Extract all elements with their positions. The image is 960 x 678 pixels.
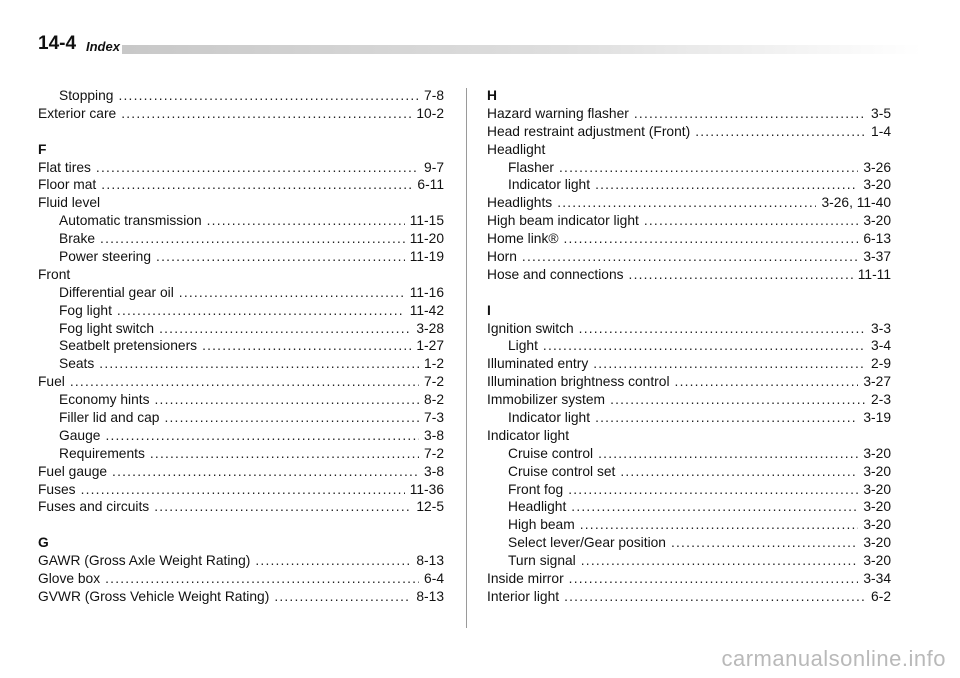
dot-leader: [81, 481, 405, 499]
entry-page-ref: 3-37: [863, 249, 891, 265]
entry-page-ref: 3-20: [863, 463, 891, 479]
entry-term: Select lever/Gear position: [508, 535, 666, 551]
entry-page-ref: 3-20: [863, 517, 891, 533]
index-entry: [487, 248, 891, 266]
entry-term: Requirements: [59, 445, 145, 461]
index-subentry: [487, 498, 891, 516]
entry-page-ref: 1-27: [416, 338, 444, 354]
dot-leader: [593, 355, 866, 373]
dot-leader: [159, 320, 411, 338]
entry-term: GAWR (Gross Axle Weight Rating): [38, 553, 251, 569]
entry-term: Indicator light: [508, 177, 591, 193]
entry-term: Front fog: [508, 481, 564, 497]
index-entry: [38, 373, 444, 391]
entry-term: Fuel gauge: [38, 463, 108, 479]
index-subentry: [487, 534, 891, 552]
entry-page-ref: 7-2: [424, 374, 444, 390]
entry-page-ref: 7-2: [424, 445, 444, 461]
entry-page-ref: 1-4: [871, 123, 891, 139]
index-subentry: [38, 284, 444, 302]
entry-page-ref: 8-13: [416, 553, 444, 569]
dot-leader: [274, 588, 411, 606]
index-entry: [487, 320, 891, 338]
entry-term: Filler lid and cap: [59, 410, 160, 426]
dot-leader: [202, 337, 411, 355]
entry-page-ref: 3-27: [863, 374, 891, 390]
spacer: [487, 284, 891, 302]
index-entry: [487, 588, 891, 606]
dot-leader: [255, 552, 411, 570]
column-divider: [466, 88, 467, 628]
entry-term: Immobilizer system: [487, 392, 606, 408]
entry-term: Economy hints: [59, 392, 150, 408]
dot-leader: [164, 409, 419, 427]
entry-term: Light: [508, 338, 538, 354]
entry-term: Head restraint adjustment (Front): [487, 123, 691, 139]
entry-page-ref: 3-28: [416, 320, 444, 336]
dot-leader: [179, 284, 405, 302]
entry-page-ref: 3-20: [863, 177, 891, 193]
entry-page-ref: 3-8: [424, 463, 444, 479]
dot-leader: [559, 159, 858, 177]
index-subentry: [487, 409, 891, 427]
entry-page-ref: 3-20: [863, 445, 891, 461]
entry-term: Floor mat: [38, 177, 97, 193]
entry-page-ref: 11-19: [409, 249, 444, 265]
entry-page-ref: 3-3: [871, 320, 891, 336]
page-number: 14-4: [38, 33, 77, 54]
entry-term: Exterior care: [38, 105, 117, 121]
header-bar: [122, 45, 922, 54]
entry-page-ref: 8-2: [424, 392, 444, 408]
dot-leader: [644, 212, 859, 230]
dot-leader: [207, 212, 405, 230]
dot-leader: [557, 194, 816, 212]
index-subentry: [38, 355, 444, 373]
index-entry: [38, 463, 444, 481]
entry-page-ref: 11-11: [857, 266, 891, 282]
index-subentry: [38, 391, 444, 409]
index-group-heading: Headlight: [487, 141, 546, 157]
entry-term: Illuminated entry: [487, 356, 589, 372]
dot-leader: [105, 570, 419, 588]
index-subentry: [487, 159, 891, 177]
index-group-heading: Indicator light: [487, 427, 570, 443]
dot-leader: [564, 588, 866, 606]
entry-term: Home link®: [487, 231, 559, 247]
dot-leader: [610, 391, 866, 409]
index-entry: [487, 266, 891, 284]
entry-term: Hose and connections: [487, 266, 624, 282]
index-subentry: [38, 445, 444, 463]
dot-leader: [580, 516, 859, 534]
entry-page-ref: 12-5: [416, 499, 444, 515]
spacer: [38, 123, 444, 141]
entry-term: Stopping: [59, 88, 114, 103]
entry-term: Turn signal: [508, 553, 576, 569]
index-letter-heading: I: [487, 302, 491, 318]
entry-page-ref: 11-15: [409, 213, 444, 229]
index-entry: [487, 230, 891, 248]
entry-page-ref: 2-3: [871, 392, 891, 408]
entry-term: Gauge: [59, 427, 101, 443]
entry-page-ref: 7-8: [424, 88, 444, 103]
dot-leader: [105, 427, 419, 445]
entry-term: Horn: [487, 249, 517, 265]
index-subentry: [38, 409, 444, 427]
index-subentry: [487, 445, 891, 463]
index-entry: [487, 355, 891, 373]
dot-leader: [100, 230, 405, 248]
index-subentry: [487, 463, 891, 481]
dot-leader: [568, 481, 858, 499]
dot-leader: [634, 105, 866, 123]
entry-page-ref: 9-7: [424, 159, 444, 175]
entry-term: Ignition switch: [487, 320, 574, 336]
index-subentry: [38, 87, 444, 105]
index-entry: [38, 105, 444, 123]
entry-page-ref: 8-13: [416, 588, 444, 604]
dot-leader: [155, 391, 420, 409]
entry-page-ref: 11-36: [409, 481, 444, 497]
index-subentry: [38, 248, 444, 266]
index-subentry: [38, 302, 444, 320]
index-subentry: [487, 176, 891, 194]
index-entry: [487, 194, 891, 212]
index-entry: [38, 552, 444, 570]
index-entry: [487, 105, 891, 123]
dot-leader: [569, 570, 859, 588]
entry-term: High beam: [508, 517, 575, 533]
entry-page-ref: 3-34: [863, 571, 891, 587]
dot-leader: [629, 266, 853, 284]
entry-page-ref: 11-20: [409, 231, 444, 247]
entry-term: Fog light switch: [59, 320, 155, 336]
dot-leader: [571, 498, 858, 516]
dot-leader: [112, 463, 419, 481]
index-subentry: [38, 212, 444, 230]
entry-term: Cruise control: [508, 445, 594, 461]
index-letter-heading: F: [38, 141, 47, 157]
dot-leader: [564, 230, 859, 248]
dot-leader: [598, 445, 858, 463]
dot-leader: [620, 463, 858, 481]
entry-page-ref: 6-4: [424, 571, 444, 587]
index-group-heading: Front: [38, 266, 71, 282]
index-column-right: [487, 87, 891, 606]
entry-term: Seats: [59, 356, 95, 372]
dot-leader: [121, 105, 411, 123]
dot-leader: [543, 337, 866, 355]
entry-page-ref: 11-42: [409, 302, 444, 318]
dot-leader: [96, 159, 419, 177]
dot-leader: [522, 248, 858, 266]
entry-term: Indicator light: [508, 410, 591, 426]
entry-term: Fuses and circuits: [38, 499, 150, 515]
entry-page-ref: 3-20: [863, 553, 891, 569]
entry-page-ref: 3-26: [863, 159, 891, 175]
index-subentry: [38, 337, 444, 355]
entry-page-ref: 3-26, 11-40: [821, 195, 891, 211]
entry-page-ref: 6-13: [863, 231, 891, 247]
dot-leader: [595, 409, 858, 427]
entry-page-ref: 3-20: [863, 213, 891, 229]
entry-term: Seatbelt pretensioners: [59, 338, 198, 354]
index-entry: [38, 588, 444, 606]
dot-leader: [154, 498, 411, 516]
entry-term: Glove box: [38, 571, 101, 587]
entry-term: Cruise control set: [508, 463, 616, 479]
entry-term: High beam indicator light: [487, 213, 639, 229]
entry-page-ref: 3-20: [863, 499, 891, 515]
entry-page-ref: 3-19: [863, 410, 891, 426]
index-letter-heading: G: [38, 535, 49, 551]
entry-page-ref: 6-2: [871, 588, 891, 604]
index-subentry: [487, 516, 891, 534]
entry-page-ref: 10-2: [416, 105, 444, 121]
dot-leader: [579, 320, 866, 338]
index-subentry: [38, 427, 444, 445]
dot-leader: [156, 248, 405, 266]
index-entry: [38, 570, 444, 588]
index-column-left: [38, 87, 444, 606]
watermark: carmanualsonline.info: [721, 646, 946, 671]
entry-term: Fuel: [38, 374, 65, 390]
dot-leader: [595, 176, 858, 194]
entry-term: Hazard warning flasher: [487, 105, 629, 121]
dot-leader: [675, 373, 859, 391]
index-entry: [487, 373, 891, 391]
index-entry: [487, 570, 891, 588]
entry-term: Headlights: [487, 195, 553, 211]
entry-page-ref: 3-20: [863, 481, 891, 497]
entry-term: Differential gear oil: [59, 284, 174, 300]
entry-term: Fog light: [59, 302, 112, 318]
dot-leader: [150, 445, 419, 463]
index-subentry: [38, 230, 444, 248]
dot-leader: [101, 176, 412, 194]
entry-term: Flasher: [508, 159, 555, 175]
entry-page-ref: 7-3: [424, 410, 444, 426]
entry-term: Fuses: [38, 481, 76, 497]
index-entry: [487, 391, 891, 409]
dot-leader: [671, 534, 858, 552]
entry-page-ref: 6-11: [417, 177, 444, 193]
entry-term: Interior light: [487, 588, 560, 604]
index-subentry: [487, 552, 891, 570]
entry-term: Inside mirror: [487, 571, 564, 587]
entry-term: Flat tires: [38, 159, 91, 175]
index-entry: [487, 123, 891, 141]
spacer: [38, 516, 444, 534]
dot-leader: [581, 552, 859, 570]
entry-page-ref: 1-2: [424, 356, 444, 372]
entry-term: Power steering: [59, 249, 152, 265]
page-header: [0, 0, 960, 60]
index-entry: [38, 498, 444, 516]
index-subentry: [38, 320, 444, 338]
section-title: Index: [86, 39, 120, 54]
index-subentry: [487, 481, 891, 499]
index-entry: [38, 176, 444, 194]
entry-page-ref: 3-20: [863, 535, 891, 551]
entry-page-ref: 2-9: [871, 356, 891, 372]
entry-page-ref: 3-5: [871, 105, 891, 121]
index-entry: [38, 481, 444, 499]
index-entry: [38, 159, 444, 177]
entry-term: Headlight: [508, 499, 567, 515]
entry-term: GVWR (Gross Vehicle Weight Rating): [38, 588, 270, 604]
entry-page-ref: 3-8: [424, 427, 444, 443]
entry-page-ref: 3-4: [871, 338, 891, 354]
dot-leader: [117, 302, 405, 320]
entry-page-ref: 11-16: [409, 284, 444, 300]
entry-term: Illumination brightness control: [487, 374, 670, 390]
dot-leader: [99, 355, 419, 373]
index-subentry: [487, 337, 891, 355]
index-group-heading: Fluid level: [38, 195, 101, 211]
entry-term: Brake: [59, 231, 96, 247]
index-letter-heading: H: [487, 88, 497, 103]
dot-leader: [118, 87, 419, 105]
dot-leader: [70, 373, 419, 391]
index-entry: [487, 212, 891, 230]
dot-leader: [695, 123, 866, 141]
entry-term: Automatic transmission: [59, 213, 202, 229]
